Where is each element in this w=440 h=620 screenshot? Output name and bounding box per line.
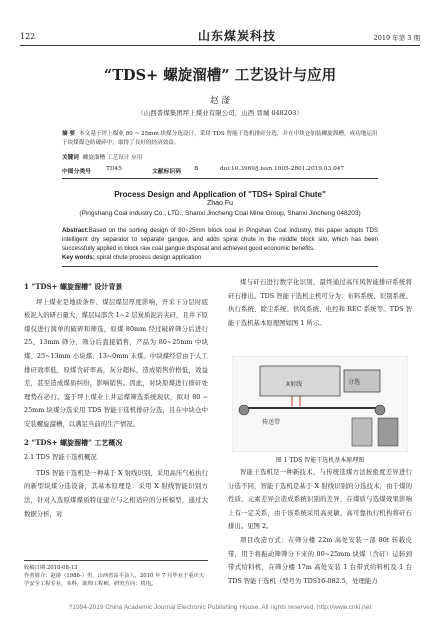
clc-label: 中图分类号	[62, 169, 91, 175]
fig-label: X射线	[286, 381, 303, 388]
doc-code-value: B	[194, 166, 199, 172]
abstract-zh-label: 摘 要	[62, 131, 76, 137]
paragraph: 煤与矸石进行数字化识别，最终通过高压风智能排矸系统将矸石排出。TDS 智能干选机主机可分为：布料系统、识别系统、执行系统、除尘系统、供风系统、电控和 REC 系统等。TDS 智能干选机基本原理图如图 1 所示。	[228, 278, 412, 327]
english-title: Process Design and Application of "TDS+ Spiral Chute"	[114, 190, 326, 199]
gangue-bin	[378, 418, 398, 446]
doi-text: doi:10.3969/j.issn.1005-2801.2019.03.047	[220, 166, 345, 172]
footnote	[24, 560, 208, 588]
keywords-zh-text: 螺旋溜槽 工艺设计 应用	[82, 155, 143, 161]
abstract-zh	[62, 130, 378, 147]
section-heading: 1 “TDS+ 螺旋溜槽” 设计背景	[24, 282, 123, 291]
english-abstract-text: Based on the sorting design of 80~25mm block coal in Pingshan Coal Industry, this paper adopts TDS intelligent dry separator to separate gangue, and adds spiral chute in the middle block silo, which has been successfully applied in block raw coal gangue disposal and achieved good economic benefits.	[62, 227, 378, 253]
paragraph: 智能干选机是一种新技术，与传统选煤方法按密度差异进行分选不同，智能干选机是基于 X 射线识别的分选技术，由于煤的性质、元素差异会造成系统识别的差异，在煤质与选煤效果影响上有一定关系，由于该系统采用高灵敏、高可靠执行机构将矸石排出。见图 2。	[228, 468, 412, 531]
divider	[62, 178, 378, 179]
author-bio: 作者简介：赵滏（1986-）男，山西省高平县人，2010 年 7 月毕业于重庆大学安全工程专业，本科，助理工程师，研究方向：机电。	[24, 573, 205, 587]
english-keywords-text: spiral chute process design application	[96, 254, 202, 261]
received-date: 收稿日期 2018-08-13	[24, 565, 78, 571]
english-keywords-label: Key words:	[62, 254, 95, 261]
paragraph: TDS 智能干选机是一种基于 X 射线识别，采用高压气枪执行的新型块煤分选设备，其基本原理是：采用 X 射线智能识别方法，针对入选原煤煤质特征建立与之相适应的分析模型，通过大数据分析，对	[24, 468, 208, 518]
fig-label: 传送带	[262, 419, 281, 426]
journal-name: 山东煤炭科技	[198, 29, 277, 43]
page-number: 122	[20, 32, 36, 41]
divider	[62, 266, 378, 267]
issue-label: 2019 年第 3 期	[373, 34, 420, 42]
english-keywords	[62, 254, 378, 261]
abstract-zh-text: 本文基于坪上煤业 80 ~ 25mm 块煤分选设计，采用 TDS 智能干选机排矸分选，并在中块仓加装螺旋溜槽，成功地运用于块煤煤仓防破碎中，取得了良好的经济效益。	[62, 131, 378, 146]
copyright-footer: ?1994-2019 China Academic Journal Electronic Publishing House. All rights reserved. http://www.cnki.net	[68, 604, 372, 611]
english-abstract-label: Abstract:	[62, 227, 89, 234]
article-title: “TDS+ 螺旋溜槽” 工艺设计与应用	[103, 67, 337, 84]
figure-caption: 图 1 TDS 智能干选机基本原理图	[275, 457, 365, 464]
section-heading: 2 “TDS+ 螺旋溜槽” 工艺概况	[24, 437, 123, 447]
article-affiliation: （山西晋煤集团坪上煤业有限公司，山西 晋城 048203）	[137, 109, 303, 117]
article-author: 赵 滏	[210, 96, 230, 106]
paragraph: 坪上煤业是地质条件、煤层煤层厚度影响，开采下分层时底板泥入的研石量大，煤层局部含 1~2 层炭质泥岩夹矸，且井下原煤仅进行简单的破碎和筛选，原煤 80mm 经过破碎筛分后进行 25、13mm 筛分，筛分后直接销售，产品为 80~25mm 中块煤、25~13mm 小块煤、13~0mm 末煤。中块煤经常由于人工排矸效率低，原煤含矸率高，灰分超标，造成销售价格低，效益差，甚至造成煤质纠纷，影响销售。因此，对块原煤进行排矸处理势在必行。鉴于坪上煤业上井运煤筛选系统现状，拟对 80 ~ 25mm 块煤分选采用 TDS 智能干选机排矸分选，且在中块仓中安装螺旋溜槽，以满足当前的生产情况。	[24, 297, 208, 428]
english-affiliation: (Pingshang Coal Industry Co., LTD., Shanxi Jincheng Coal Mine Group, Shanxi Jincheng 048203)	[79, 210, 361, 217]
paragraph: 项目改造方式：在筛分楼 22m 高处安装一部 80t 转载皮带，用于将振动筛筛分下来的 80~25mm 块煤（含矸）运转到带式给料机，在筛分楼 17m 高处安装 1 台带式给料机及 1 台 TDS 智能干选机（型号为 TDS16-082.5，处理能力	[228, 535, 412, 585]
subsection-heading: 2.1 TDS 智能干选机概况	[24, 453, 97, 462]
english-author: Zhao Fu	[206, 200, 234, 207]
right-column-lower	[228, 466, 412, 588]
keywords-zh-label: 关键词	[62, 155, 79, 161]
article-meta	[62, 166, 378, 176]
clc-value: TD45	[106, 166, 122, 172]
english-abstract	[62, 226, 378, 253]
page-header	[20, 30, 420, 46]
doc-code-label: 文献标识码	[152, 169, 181, 175]
coal-bin	[352, 418, 372, 446]
principle-diagram	[232, 356, 408, 452]
left-column	[24, 276, 208, 521]
right-column	[228, 276, 412, 330]
keywords-zh	[62, 154, 378, 163]
fig-label: 分选	[348, 379, 361, 386]
